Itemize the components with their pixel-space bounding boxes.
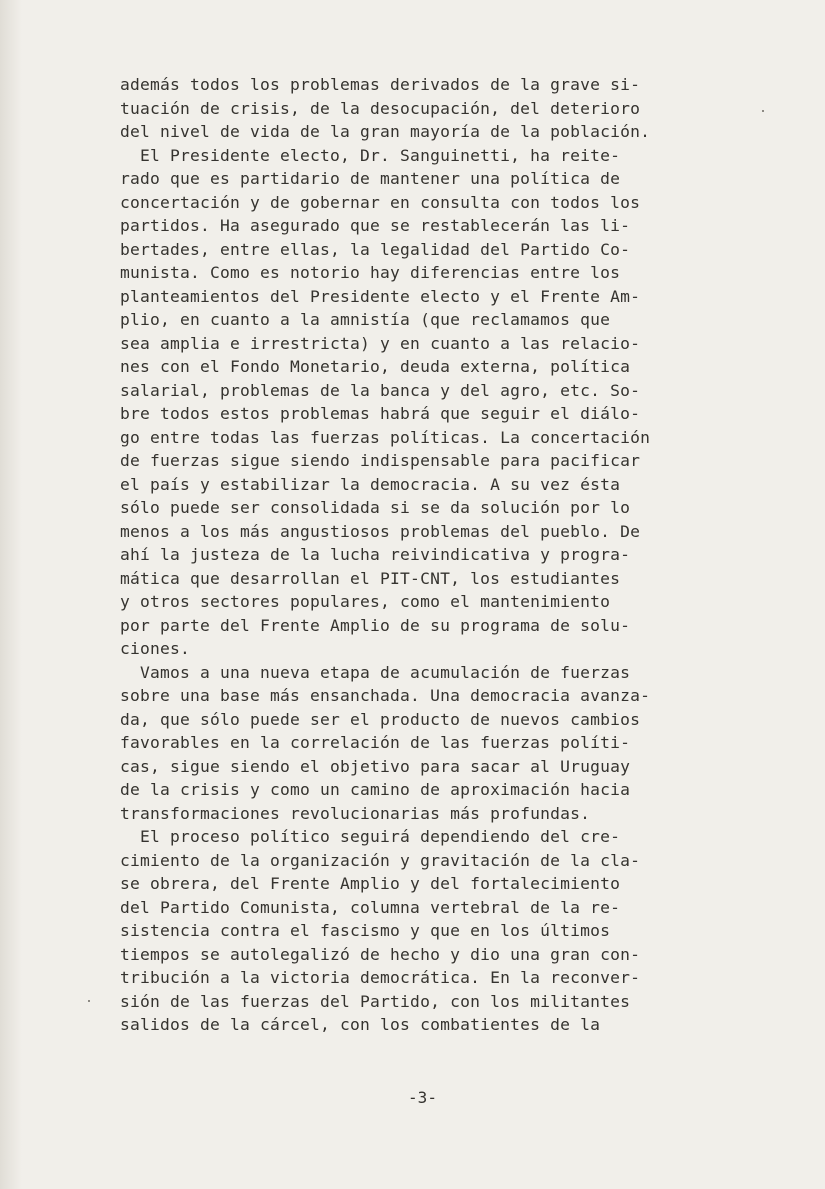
text-line: planteamientos del Presidente electo y el Frente Am- [120,286,641,306]
paper-speck [762,110,764,112]
text-line: sistencia contra el fascismo y que en los últimos [120,921,611,940]
text-line: cimiento de la organización y gravitación de la cla- [120,850,641,870]
text-line: Vamos a una nueva etapa de acumulación de fuerzas [120,662,631,682]
text-line: se obrera, del Frente Amplio y del fortalecimiento [120,874,621,893]
body-text [120,73,760,1037]
text-line: bre todos estos problemas habrá que seguir el diálo- [120,404,641,423]
text-line: salidos de la cárcel, con los combatientes de la [120,1015,601,1034]
text-line: go entre todas las fuerzas políticas. La concertación [120,427,651,447]
text-line: favorables en la correlación de las fuerzas políti- [120,733,631,752]
text-line: tuación de crisis, de la desocupación, del deterioro [120,98,641,118]
text-line: partidos. Ha asegurado que se restablecerán las li- [120,216,631,235]
text-line: del Partido Comunista, columna vertebral de la re- [120,897,621,917]
text-line: además todos los problemas derivados de la grave si- [120,75,641,94]
text-line: munista. Como es notorio hay diferencias entre los [120,263,621,282]
text-line: menos a los más angustiosos problemas del pueblo. De [120,521,641,541]
text-line: por parte del Frente Amplio de su programa de solu- [120,615,631,635]
text-line: tribución a la victoria democrática. En la reconver- [120,968,641,987]
text-line: rado que es partidario de mantener una política de [120,169,621,188]
text-line: tiempos se autolegalizó de hecho y dio una gran con- [120,944,641,964]
text-line: el país y estabilizar la democracia. A su vez ésta [120,474,621,494]
text-line: ahí la justeza de la lucha reivindicativa y progra- [120,545,631,564]
text-line: bertades, entre ellas, la legalidad del Partido Co- [120,239,631,259]
text-line: El proceso político seguirá dependiendo del cre- [120,827,621,846]
text-line: nes con el Fondo Monetario, deuda externa, política [120,357,631,376]
text-line: salarial, problemas de la banca y del agro, etc. So- [120,380,641,400]
text-line: de fuerzas sigue siendo indispensable para pacificar [120,451,641,470]
text-line: El Presidente electo, Dr. Sanguinetti, ha reite- [120,145,621,165]
text-line: da, que sólo puede ser el producto de nuevos cambios [120,709,641,729]
text-line: mática que desarrollan el PIT-CNT, los estudiantes [120,568,621,588]
text-line: sión de las fuerzas del Partido, con los militantes [120,991,631,1011]
text-line: transformaciones revolucionarias más profundas. [120,803,591,823]
text-line: cas, sigue siendo el objetivo para sacar al Uruguay [120,756,631,776]
text-line: sobre una base más ensanchada. Una democracia avanza- [120,686,651,705]
text-line: del nivel de vida de la gran mayoría de la población. [120,122,651,141]
binding-edge [0,0,22,1189]
text-line: ciones. [120,639,191,658]
text-line: y otros sectores populares, como el mantenimiento [120,592,611,611]
text-line: de la crisis y como un camino de aproximación hacia [120,780,631,799]
text-line: sólo puede ser consolidada si se da solución por lo [120,498,631,517]
text-line: sea amplia e irrestricta) y en cuanto a las relacio- [120,333,641,353]
paper-speck [88,1000,90,1002]
page-number: -3- [408,1088,437,1107]
text-line: concertación y de gobernar en consulta con todos los [120,192,641,212]
text-line: plio, en cuanto a la amnistía (que reclamamos que [120,310,611,329]
